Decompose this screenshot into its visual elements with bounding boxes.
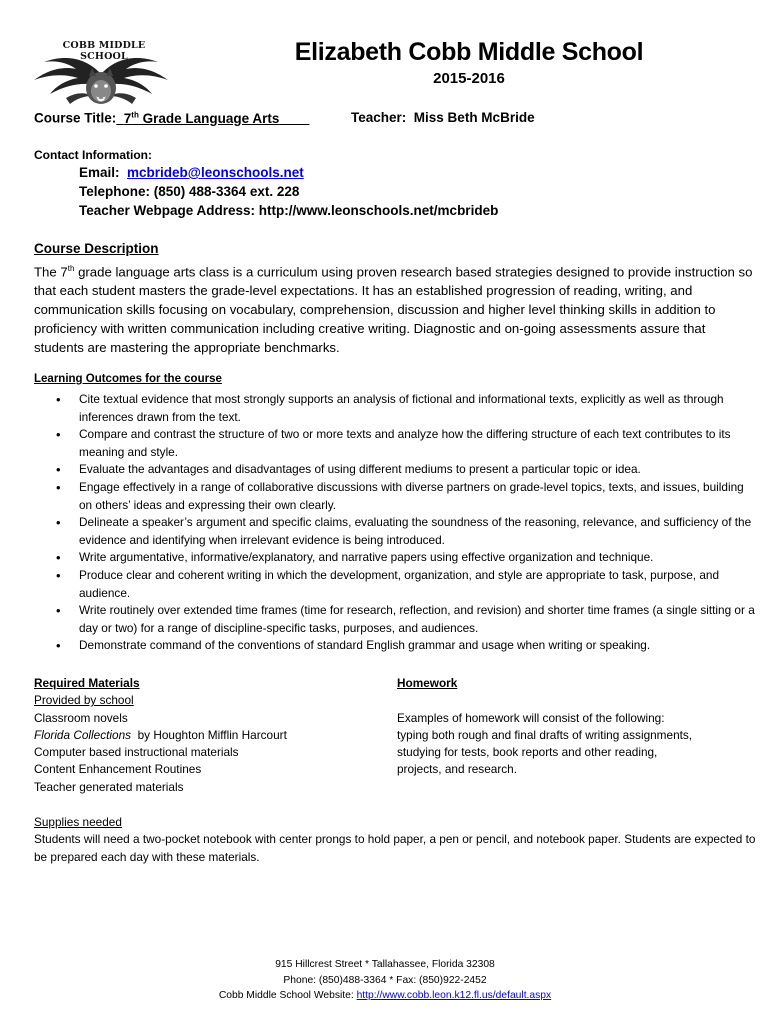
material-routines: Content Enhancement Routines <box>34 762 202 777</box>
teacher-name: Miss Beth McBride <box>413 110 535 125</box>
contact-heading: Contact Information: <box>34 148 152 162</box>
description-pre: The 7 <box>34 264 68 280</box>
footer-website <box>130 988 640 1004</box>
webpage-line: Teacher Webpage Address: http://www.leonschools.net/mcbrideb <box>79 203 499 218</box>
material-computer: Computer based instructional materials <box>34 745 239 760</box>
outcome-item: • Cite textual evidence that most strongly supports an analysis of fictional and informational texts, explicitly as well as through inferences drawn from the text. <box>52 391 757 426</box>
homework-line: projects, and research. <box>397 762 517 777</box>
outcome-item: • Delineate a speaker’s argument and specific claims, evaluating the soundness of the reasoning, relevance, and sufficiency of the evidence and identifying when irrelevant evidence is being introduced. <box>52 514 757 549</box>
teacher-label: Teacher: <box>351 110 407 125</box>
school-year: 2015-2016 <box>433 70 505 87</box>
supplies-text: Students will need a two-pocket notebook with center prongs to hold paper, a pen or pencil, and notebook paper. Students are expected to be prepared each day with these materials. <box>34 832 756 864</box>
footer-website-label: Cobb Middle School Website: <box>218 990 357 1001</box>
page-footer <box>130 957 640 1004</box>
telephone-line: Telephone: (850) 488-3364 ext. 228 <box>79 184 300 199</box>
course-grade-num: 7 <box>123 110 132 126</box>
description-sup: th <box>67 264 75 273</box>
course-description-text <box>34 259 754 357</box>
required-materials-heading: Required Materials <box>34 676 140 690</box>
teacher-line <box>351 110 535 125</box>
school-name: Elizabeth Cobb Middle School <box>294 38 644 66</box>
homework-line: typing both rough and final drafts of writing assignments, <box>397 727 693 742</box>
email-label: Email: <box>79 165 120 180</box>
homework-section <box>397 675 757 779</box>
outcome-item: • Produce clear and coherent writing in which the development, organization, and style are appropriate to task, purpose, and audience. <box>52 567 757 602</box>
homework-line: studying for tests, book reports and other reading, <box>397 745 658 760</box>
homework-heading: Homework <box>397 676 458 690</box>
supplies-heading: Supplies needed <box>34 815 122 829</box>
supplies-section <box>34 814 756 866</box>
outcome-item: • Write routinely over extended time frames (time for research, reflection, and revision) and shorter time frames (a single sitting or a day or two) for a range of discipline-specific tasks, purposes, and audiences. <box>52 602 757 637</box>
course-grade-sup: th <box>131 110 139 119</box>
course-title-line <box>34 110 309 126</box>
email-line <box>79 165 304 180</box>
learning-outcomes-heading: Learning Outcomes for the course <box>34 373 222 385</box>
material-novels: Classroom novels <box>34 710 128 725</box>
logo-text: COBB MIDDLE SCHOOL <box>62 40 146 62</box>
material-florida-collections <box>34 727 394 744</box>
florida-collections-publisher: by Houghton Mifflin Harcourt <box>131 727 287 742</box>
outcome-item: • Evaluate the advantages and disadvantages of using different mediums to present a particular topic or idea. <box>52 461 757 479</box>
required-materials-section <box>34 675 394 796</box>
outcome-item: • Engage effectively in a range of collaborative discussions with diverse partners on grade-level topics, texts, and issues, building on others’ ideas and expressing their own clearly. <box>52 479 757 514</box>
outcome-item: • Compare and contrast the structure of two or more texts and analyze how the differing structure of each text contributes to its meaning and style. <box>52 426 757 461</box>
school-logo <box>26 36 176 112</box>
outcome-item: • Write argumentative, informative/explanatory, and narrative papers using effective organization and technique. <box>52 549 757 567</box>
footer-address: 915 Hillcrest Street * Tallahassee, Florida 32308 <box>275 959 495 970</box>
footer-phone: Phone: (850)488-3364 * Fax: (850)922-2452 <box>283 974 487 986</box>
course-title-rest: Grade Language Arts <box>138 110 280 126</box>
course-description-heading: Course Description <box>34 241 159 256</box>
course-title-label: Course Title: <box>34 110 117 126</box>
email-link[interactable]: mcbrideb@leonschools.net <box>127 165 304 180</box>
homework-line: Examples of homework will consist of the following: <box>397 710 665 725</box>
provided-by-school: Provided by school <box>34 693 134 708</box>
florida-collections-title: Florida Collections <box>34 727 132 742</box>
footer-website-link[interactable]: http://www.cobb.leon.k12.fl.us/default.aspx <box>356 990 552 1001</box>
course-title-value <box>116 111 309 126</box>
material-teacher-generated: Teacher generated materials <box>34 779 184 794</box>
learning-outcomes-list <box>52 391 757 655</box>
outcome-item: • Demonstrate command of the conventions of standard English grammar and usage when writing or speaking. <box>52 637 757 655</box>
description-body: grade language arts class is a curriculum using proven research based strategies designed to provide instruction so that each student masters the grade-level expectations. It has an established progression of reading, writing, and communication skills focusing on vocabulary, comprehension, discussion and higher level thinking skills in addition to proficiency with written communication including creative writing. Diagnostic and on-going assessments assure that students are mastering the appropriate benchmarks. <box>34 264 753 356</box>
